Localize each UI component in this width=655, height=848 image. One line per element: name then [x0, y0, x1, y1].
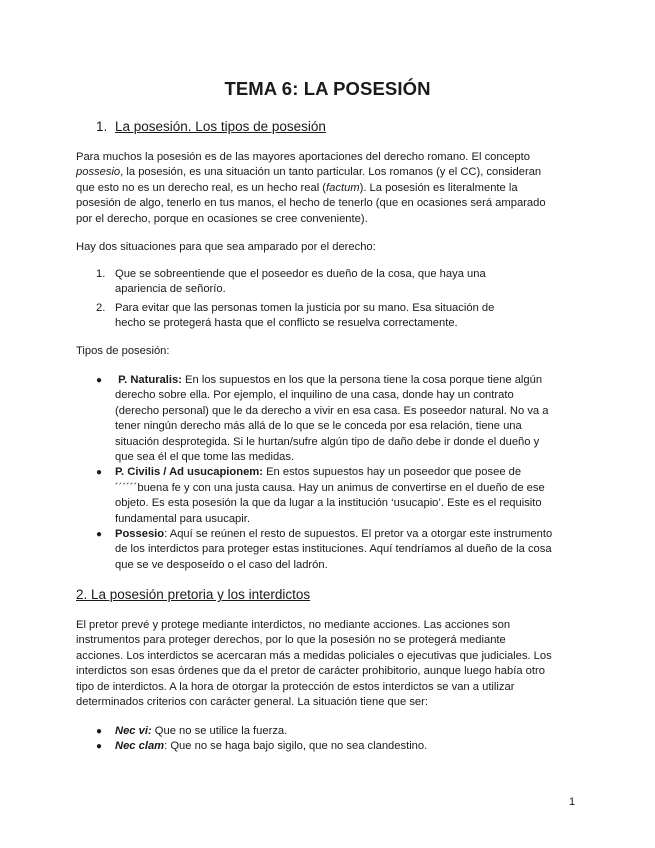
paragraph-line: El pretor prevé y protege mediante interdictos, no mediante acciones. Las acciones son [76, 619, 511, 631]
list-text: derecho sobre ella. Por ejemplo, el inquilino de una casa, donde hay un contrato [115, 389, 514, 402]
paragraph-line: instrumentos para proteger derechos, por lo que la posesión no se protegerá mediante [76, 634, 506, 647]
paragraph-line: interdictos son esas órdenes que da el pretor de carácter prohibitorio, aunque luego había otro [76, 665, 545, 678]
condition-text: Que no se utilice la fuerza. [151, 725, 288, 737]
intro-line: posesión de algo, tenerlo en tus manos, el hecho de tenerlo (que en ocasiones será amparado [76, 197, 546, 210]
types-list [96, 373, 576, 573]
paragraph-line: tipo de interdictos. A la hora de otorgar la protección de estos interdictos se van a utilizar [76, 680, 515, 693]
list-text [115, 724, 576, 739]
list-text [115, 527, 576, 542]
bullet-icon: ● [96, 741, 103, 753]
list-item [96, 724, 576, 739]
type-text: En estos supuestos hay un poseedor que posee de [262, 466, 522, 479]
section-2-paragraph [76, 618, 576, 710]
condition-label: Nec vi: [115, 725, 152, 737]
type-label: P. Civilis / Ad usucapionem: [115, 466, 263, 479]
paragraph-line: determinados criterios con carácter general. La situación tiene que ser: [76, 696, 428, 709]
section-1-number: 1. [96, 119, 108, 134]
list-text [115, 465, 576, 480]
intro-paragraph [76, 150, 576, 227]
list-text: Para evitar que las personas tomen la justicia por su mano. Esa situación de [115, 301, 495, 314]
list-item [96, 739, 576, 754]
bullet-icon: ● [96, 467, 103, 479]
type-label: P. Naturalis: [118, 374, 182, 386]
page-number: 1 [569, 796, 576, 808]
list-text: hecho se protegerá hasta que el conflicto se resuelva correctamente. [115, 317, 458, 330]
section-1-heading: La posesión. Los tipos de posesión [115, 119, 326, 134]
type-text: : Aquí se reúnen el resto de supuestos. El pretor va a otorgar este instrumento [164, 528, 553, 541]
situations-intro: Hay dos situaciones para que sea amparado por el derecho: [76, 241, 376, 253]
list-text: que sea él el que tome las medidas. [115, 451, 295, 464]
list-text: de los interdictos para proteger estas instituciones. Aquí tendríamos al dueño de la cosa [115, 543, 552, 556]
intro-line: Para muchos la posesión es de las mayores aportaciones del derecho romano. El concepto [76, 151, 530, 163]
list-number: 1. [96, 268, 106, 280]
intro-text: que esto no es un derecho real, es un hecho real ( [76, 181, 327, 194]
situations-list [96, 267, 566, 335]
types-intro: Tipos de posesión: [76, 345, 170, 357]
list-number: 2. [96, 301, 106, 314]
list-text [115, 739, 576, 754]
conditions-list [96, 724, 576, 755]
bullet-icon: ● [96, 726, 103, 737]
section-2-heading: 2. La posesión pretoria y los interdictos [76, 587, 311, 602]
list-text: (derecho personal) que le da derecho a vivir en esa casa. Es poseedor natural. No va a [115, 404, 549, 417]
condition-label: Nec clam [115, 740, 165, 753]
list-text: situación desprotegida. Si le hurtan/sufre algún tipo de daño debe ir donde el dueño y [115, 435, 540, 448]
factum-term: factum [326, 181, 360, 194]
list-item [96, 373, 576, 465]
list-text: fundamental para usucapir. [115, 512, 250, 525]
type-label: Possesio [115, 528, 165, 541]
intro-text: ). La posesión es literalmente la [359, 181, 518, 194]
type-text: En los supuestos en los que la persona tiene la cosa porque tiene algún [181, 374, 543, 386]
page-title: TEMA 6: LA POSESIÓN [224, 78, 431, 99]
list-text: Que se sobreentiende que el poseedor es dueño de la cosa, que haya una [115, 268, 486, 280]
list-item [96, 267, 566, 298]
list-text: objeto. Es esta posesión la que da lugar a la institución ‘usucapio’. Este es el requisito [115, 497, 542, 510]
intro-line: por el derecho, porque en ocasiones se cree conveniente). [76, 212, 368, 225]
list-item [96, 465, 576, 527]
list-text: que se ve desposeído o el caso del ladrón. [115, 558, 328, 571]
list-text: tener ningún derecho más allá de lo que se le conceda por esa relación, tiene una [115, 420, 522, 433]
condition-text: : Que no se haga bajo sigilo, que no sea clandestino. [164, 740, 428, 753]
bullet-icon: ● [96, 529, 103, 541]
bullet-icon: ● [96, 375, 103, 386]
list-text: ´´´´´´buena fe y con una justa causa. Hay un animus de convertirse en el dueño de ese [115, 481, 545, 494]
list-text [115, 373, 576, 388]
list-text: apariencia de señorío. [115, 283, 226, 296]
paragraph-line: acciones. Los interdictos se acercaran más a medidas policiales o ejecutivas que judiciales. Los [76, 649, 552, 662]
possesio-term: possesio [76, 166, 121, 179]
intro-line [76, 165, 576, 180]
list-item [96, 527, 576, 573]
intro-text: , la posesión, es una situación un tanto particular. Los romanos (y el CC), consideran [120, 166, 542, 179]
list-item [96, 301, 566, 332]
intro-line [76, 181, 576, 196]
